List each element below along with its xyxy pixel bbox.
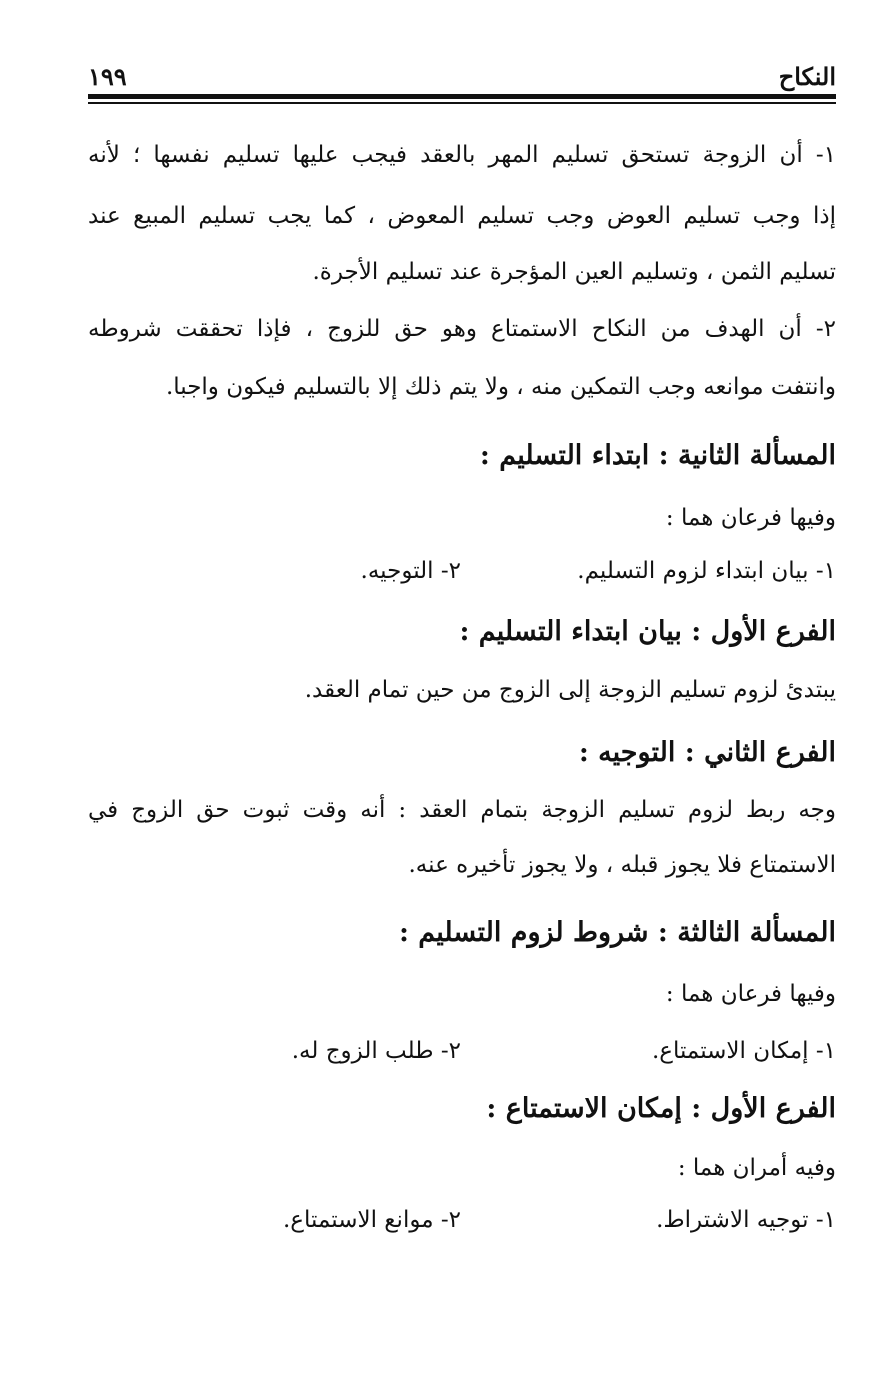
section-heading-issue-2: المسألة الثانية : ابتداء التسليم : — [479, 440, 836, 471]
chapter-title: النكاح — [778, 62, 836, 91]
issue-3-item-1: ١- إمكان الاستمتاع. — [651, 1038, 836, 1064]
branch-1b-item-2: ٢- موانع الاستمتاع. — [283, 1207, 461, 1233]
issue-3-intro: وفيها فرعان هما : — [665, 981, 836, 1007]
issue-2-item-1: ١- بيان ابتداء لزوم التسليم. — [577, 558, 836, 584]
section-heading-issue-3: المسألة الثالثة : شروط لزوم التسليم : — [398, 917, 836, 948]
branch-1-text: يبتدئ لزوم تسليم الزوجة إلى الزوج من حين تمام العقد. — [304, 677, 836, 703]
paragraph-2-line-2: وانتفت موانعه وجب التمكين منه ، ولا يتم ذلك إلا بالتسليم فيكون واجبا. — [165, 374, 836, 400]
subsection-heading-branch-2: الفرع الثاني : التوجيه : — [578, 737, 836, 768]
branch-1b-intro: وفيه أمران هما : — [677, 1155, 836, 1181]
header-rule-thin — [88, 102, 836, 104]
page-number: ١٩٩ — [88, 62, 127, 91]
issue-2-intro: وفيها فرعان هما : — [665, 505, 836, 531]
subsection-heading-branch-1b: الفرع الأول : إمكان الاستمتاع : — [486, 1093, 836, 1124]
subsection-heading-branch-1: الفرع الأول : بيان ابتداء التسليم : — [459, 616, 836, 647]
paragraph-2-line-1: ٢- أن الهدف من النكاح الاستمتاع وهو حق للزوج ، فإذا تحققت شروطه — [88, 316, 836, 342]
running-header — [88, 62, 836, 92]
issue-3-item-2: ٢- طلب الزوج له. — [291, 1038, 461, 1064]
paragraph-1-line-1: ١- أن الزوجة تستحق تسليم المهر بالعقد فيجب عليها تسليم نفسها ؛ لأنه — [88, 142, 836, 168]
branch-2-line-1: وجه ربط لزوم تسليم الزوجة بتمام العقد : أنه وقت ثبوت حق الزوج في — [88, 797, 836, 823]
paragraph-1-line-3: تسليم الثمن ، وتسليم العين المؤجرة عند تسليم الأجرة. — [312, 259, 836, 285]
header-rule-thick — [88, 94, 836, 99]
issue-2-item-2: ٢- التوجيه. — [360, 558, 461, 584]
branch-1b-item-1: ١- توجيه الاشتراط. — [656, 1207, 836, 1233]
paragraph-1-line-2: إذا وجب تسليم العوض وجب تسليم المعوض ، كما يجب تسليم المبيع عند — [88, 203, 836, 229]
branch-2-line-2: الاستمتاع فلا يجوز قبله ، ولا يجوز تأخيره عنه. — [408, 852, 836, 878]
